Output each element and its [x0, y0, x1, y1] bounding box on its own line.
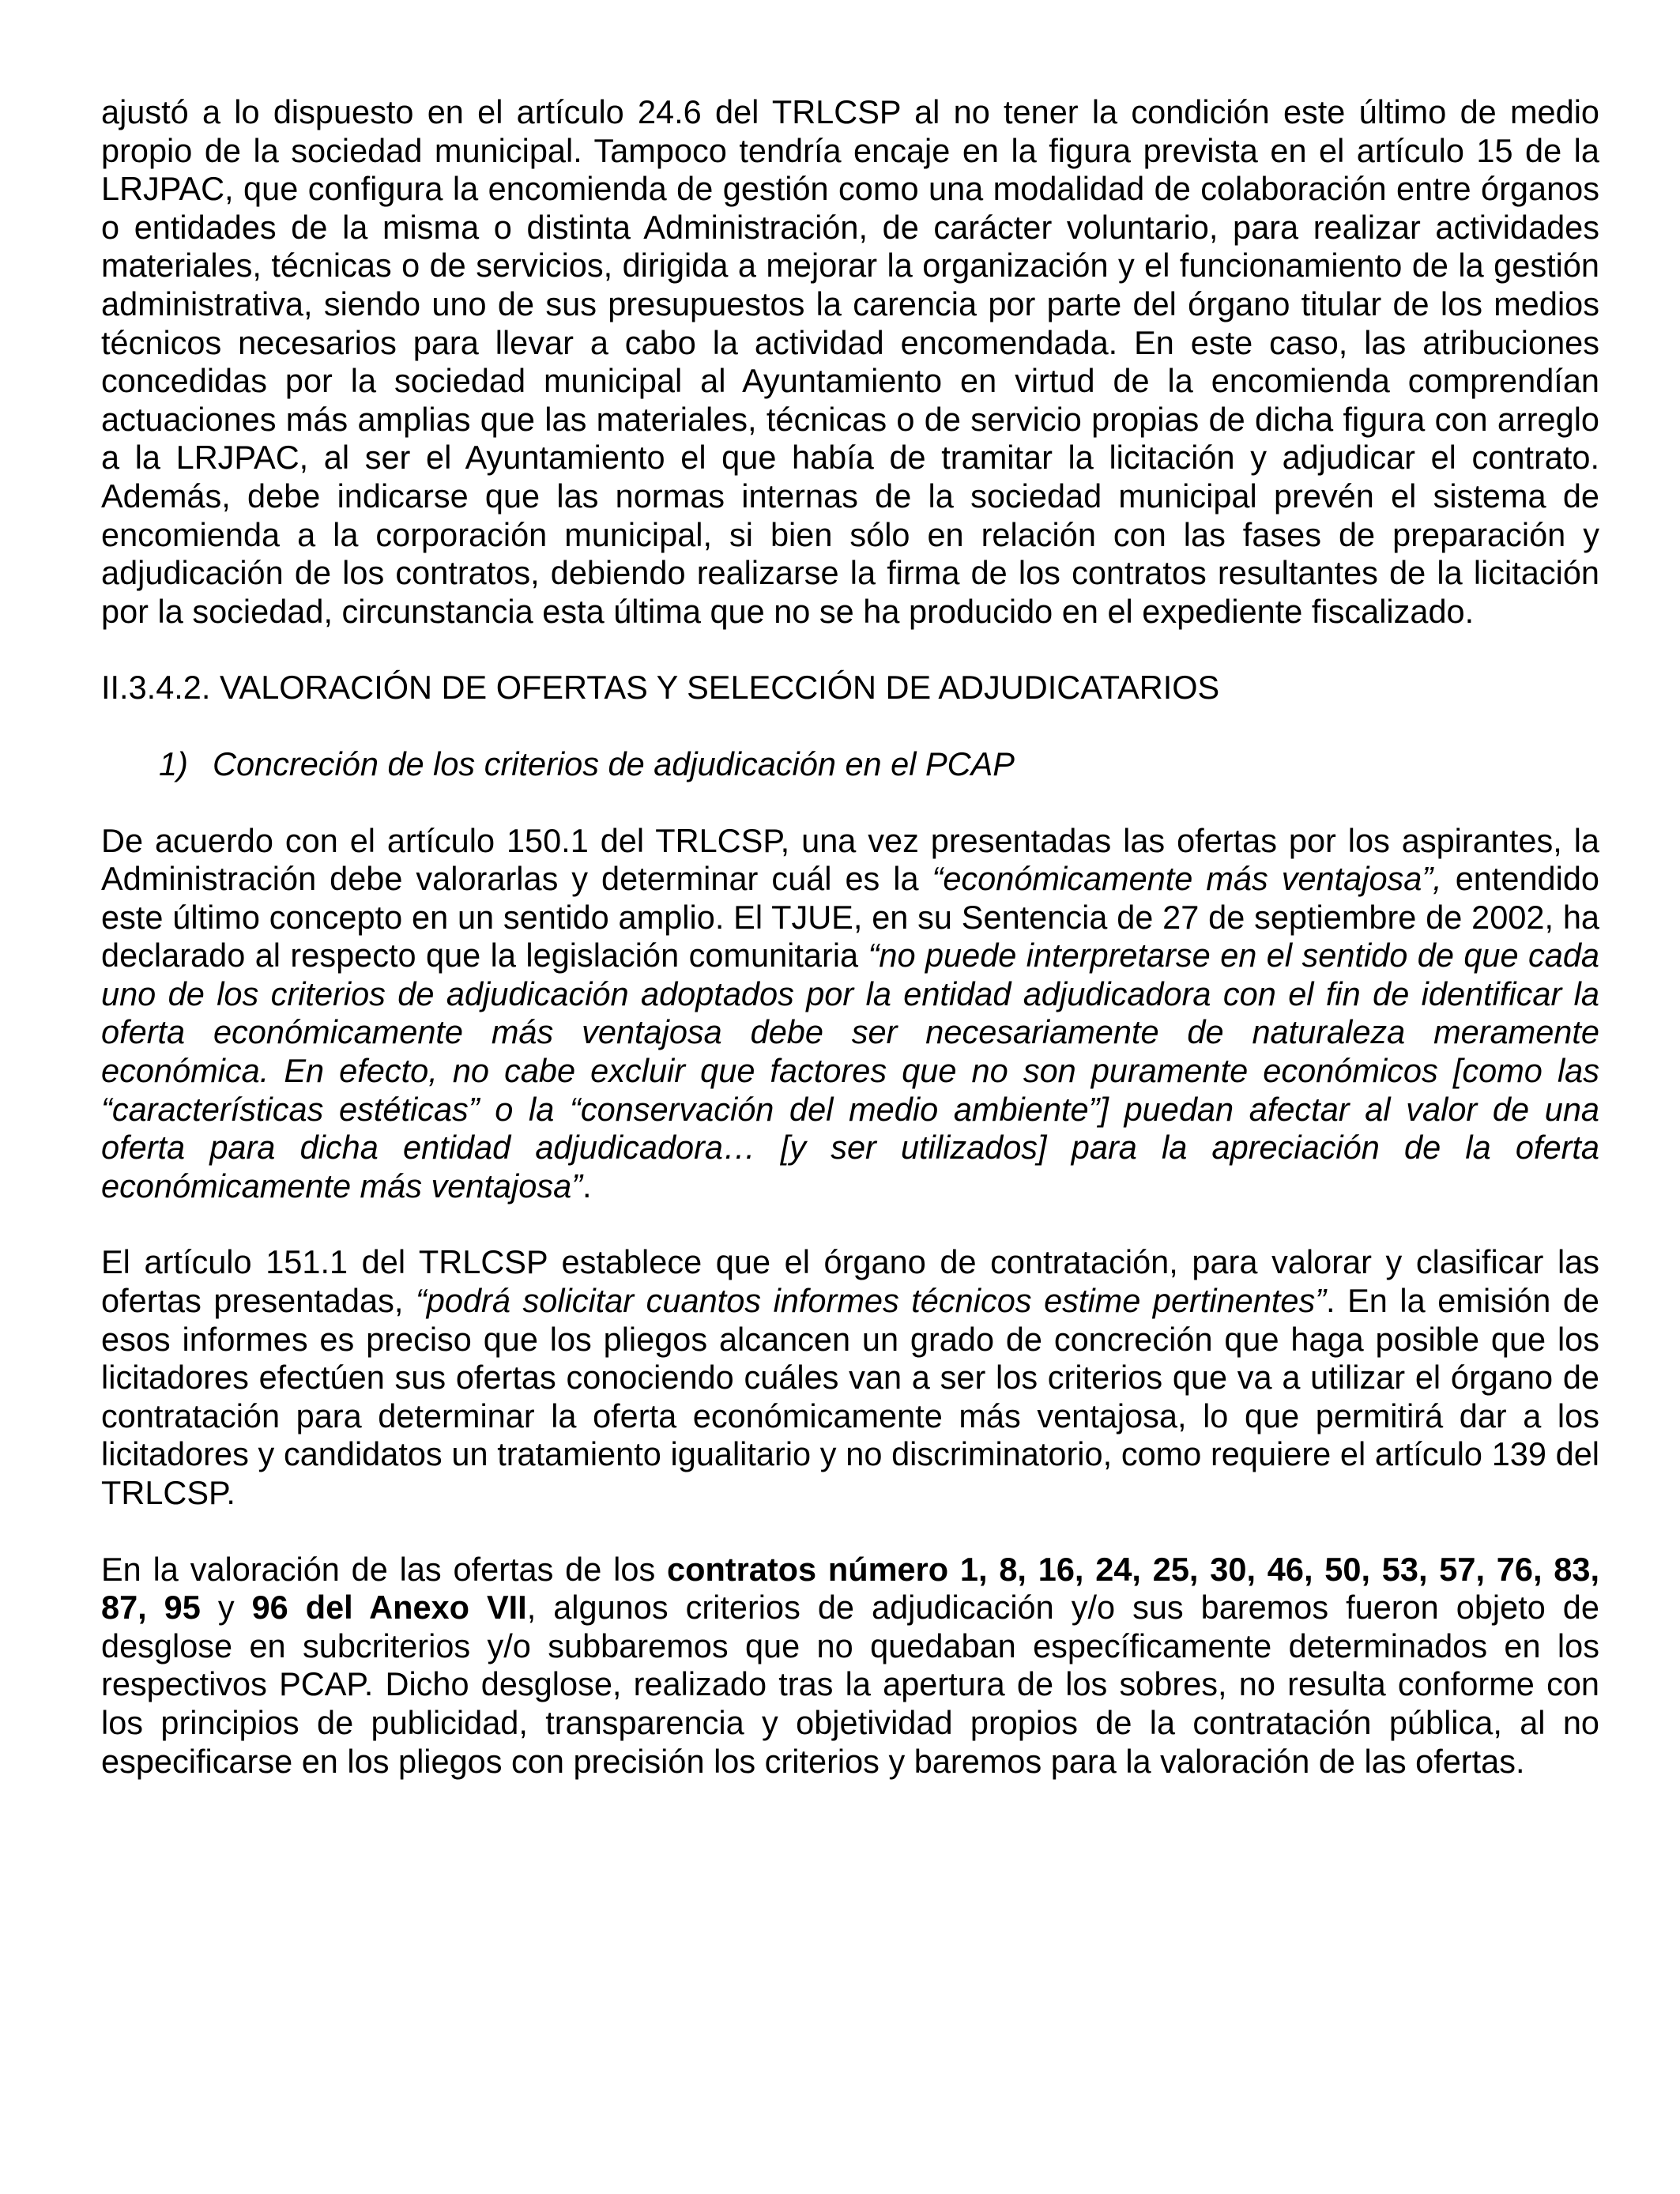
subheading	[101, 745, 1599, 784]
paragraph-text: En la valoración de las ofertas de los	[101, 1550, 668, 1588]
paragraph-text: .	[582, 1167, 592, 1204]
paragraph-text: , algunos criterios de adjudicación y/o sus baremos fueron objeto de desglose en subcriterios y/o subbaremos que no quedaban específicamente determinados en los respectivos PCAP. Dicho desglose, realizado tras la apertura de los sobres, no resulta conforme con los principios de publicidad, transparencia y objetividad propios de la contratación pública, al no especificarse en los pliegos con precisión los criterios y baremos para la valoración de las ofertas.	[101, 1589, 1599, 1780]
subheading-text: Concreción de los criterios de adjudicación en el PCAP	[213, 745, 1015, 782]
paragraph-article-151	[101, 1243, 1599, 1512]
paragraph-article-150	[101, 822, 1599, 1206]
paragraph-valoracion	[101, 1551, 1599, 1781]
document-page	[101, 93, 1599, 1781]
section-heading: II.3.4.2. VALORACIÓN DE OFERTAS Y SELECCIÓN DE ADJUDICATARIOS	[101, 669, 1220, 707]
paragraph-text: El artículo 151.1 del TRLCSP establece que el órgano de contratación, para valorar y clasificar las ofertas presentadas,	[101, 1243, 1599, 1320]
quote-ventajosa: “económicamente más ventajosa”,	[932, 860, 1442, 898]
contract-numbers: contratos número 1, 8, 16, 24, 25, 30, 46, 50, 53, 57, 76, 83, 87, 95	[101, 1550, 1599, 1627]
subheading-number: 1)	[159, 745, 188, 782]
paragraph-text: . En la emisión de esos informes es preciso que los pliegos alcancen un grado de concreción que haga posible que los licitadores efectúen sus ofertas conociendo cuáles van a ser los criterios que va a utilizar el órgano de contratación para determinar la oferta económicamente más ventajosa, lo que permitirá dar a los licitadores y candidatos un tratamiento igualitario y no discriminatorio, como requiere el artículo 139 del TRLCSP.	[101, 1282, 1600, 1511]
quote-informes: “podrá solicitar cuantos informes técnicos estime pertinentes”	[415, 1282, 1327, 1320]
paragraph-text: De acuerdo con el artículo 150.1 del TRLCSP, una vez presentadas las ofertas por los aspirantes, la Administración debe valorarlas y determinar cuál es la	[101, 821, 1599, 898]
paragraph-text: entendido este último concepto en un sentido amplio. El TJUE, en su Sentencia de 27 de septiembre de 2002, ha declarado al respecto que la legislación comunitaria	[101, 860, 1599, 974]
paragraph-text: y	[200, 1589, 252, 1627]
paragraph-encomienda: ajustó a lo dispuesto en el artículo 24.6 del TRLCSP al no tener la condición este último de medio propio de la sociedad municipal. Tampoco tendría encaje en la figura prevista en el artículo 15 de la LRJPAC, que configura la encomienda de gestión como una modalidad de colaboración entre órganos o entidades de la misma o distinta Administración, de carácter voluntario, para realizar actividades materiales, técnicas o de servicios, dirigida a mejorar la organización y el funcionamiento de la gestión administrativa, siendo uno de sus presupuestos la carencia por parte del órgano titular de los medios técnicos necesarios para llevar a cabo la actividad encomendada. En este caso, las atribuciones concedidas por la sociedad municipal al Ayuntamiento en virtud de la encomienda comprendían actuaciones más amplias que las materiales, técnicas o de servicio propias de dicha figura con arreglo a la LRJPAC, al ser el Ayuntamiento el que había de tramitar la licitación y adjudicar el contrato. Además, debe indicarse que las normas internas de la sociedad municipal prevén el sistema de encomienda a la corporación municipal, si bien sólo en relación con las fases de preparación y adjudicación de los contratos, debiendo realizarse la firma de los contratos resultantes de la licitación por la sociedad, circunstancia esta última que no se ha producido en el expediente fiscalizado.	[101, 93, 1599, 630]
annex-reference: 96 del Anexo VII	[251, 1589, 527, 1627]
quote-tjue: “no puede interpretarse en el sentido de que cada uno de los criterios de adjudicación adoptados por la entidad adjudicadora con el fin de identificar la oferta económicamente más ventajosa debe ser necesariamente de naturaleza meramente económica. En efecto, no cabe excluir que factores que no son puramente económicos [como las “características estéticas” o la “conservación del medio ambiente”] puedan afectar al valor de una oferta para dicha entidad adjudicadora… [y ser utilizados] para la apreciación de la oferta económicamente más ventajosa”	[101, 937, 1599, 1204]
